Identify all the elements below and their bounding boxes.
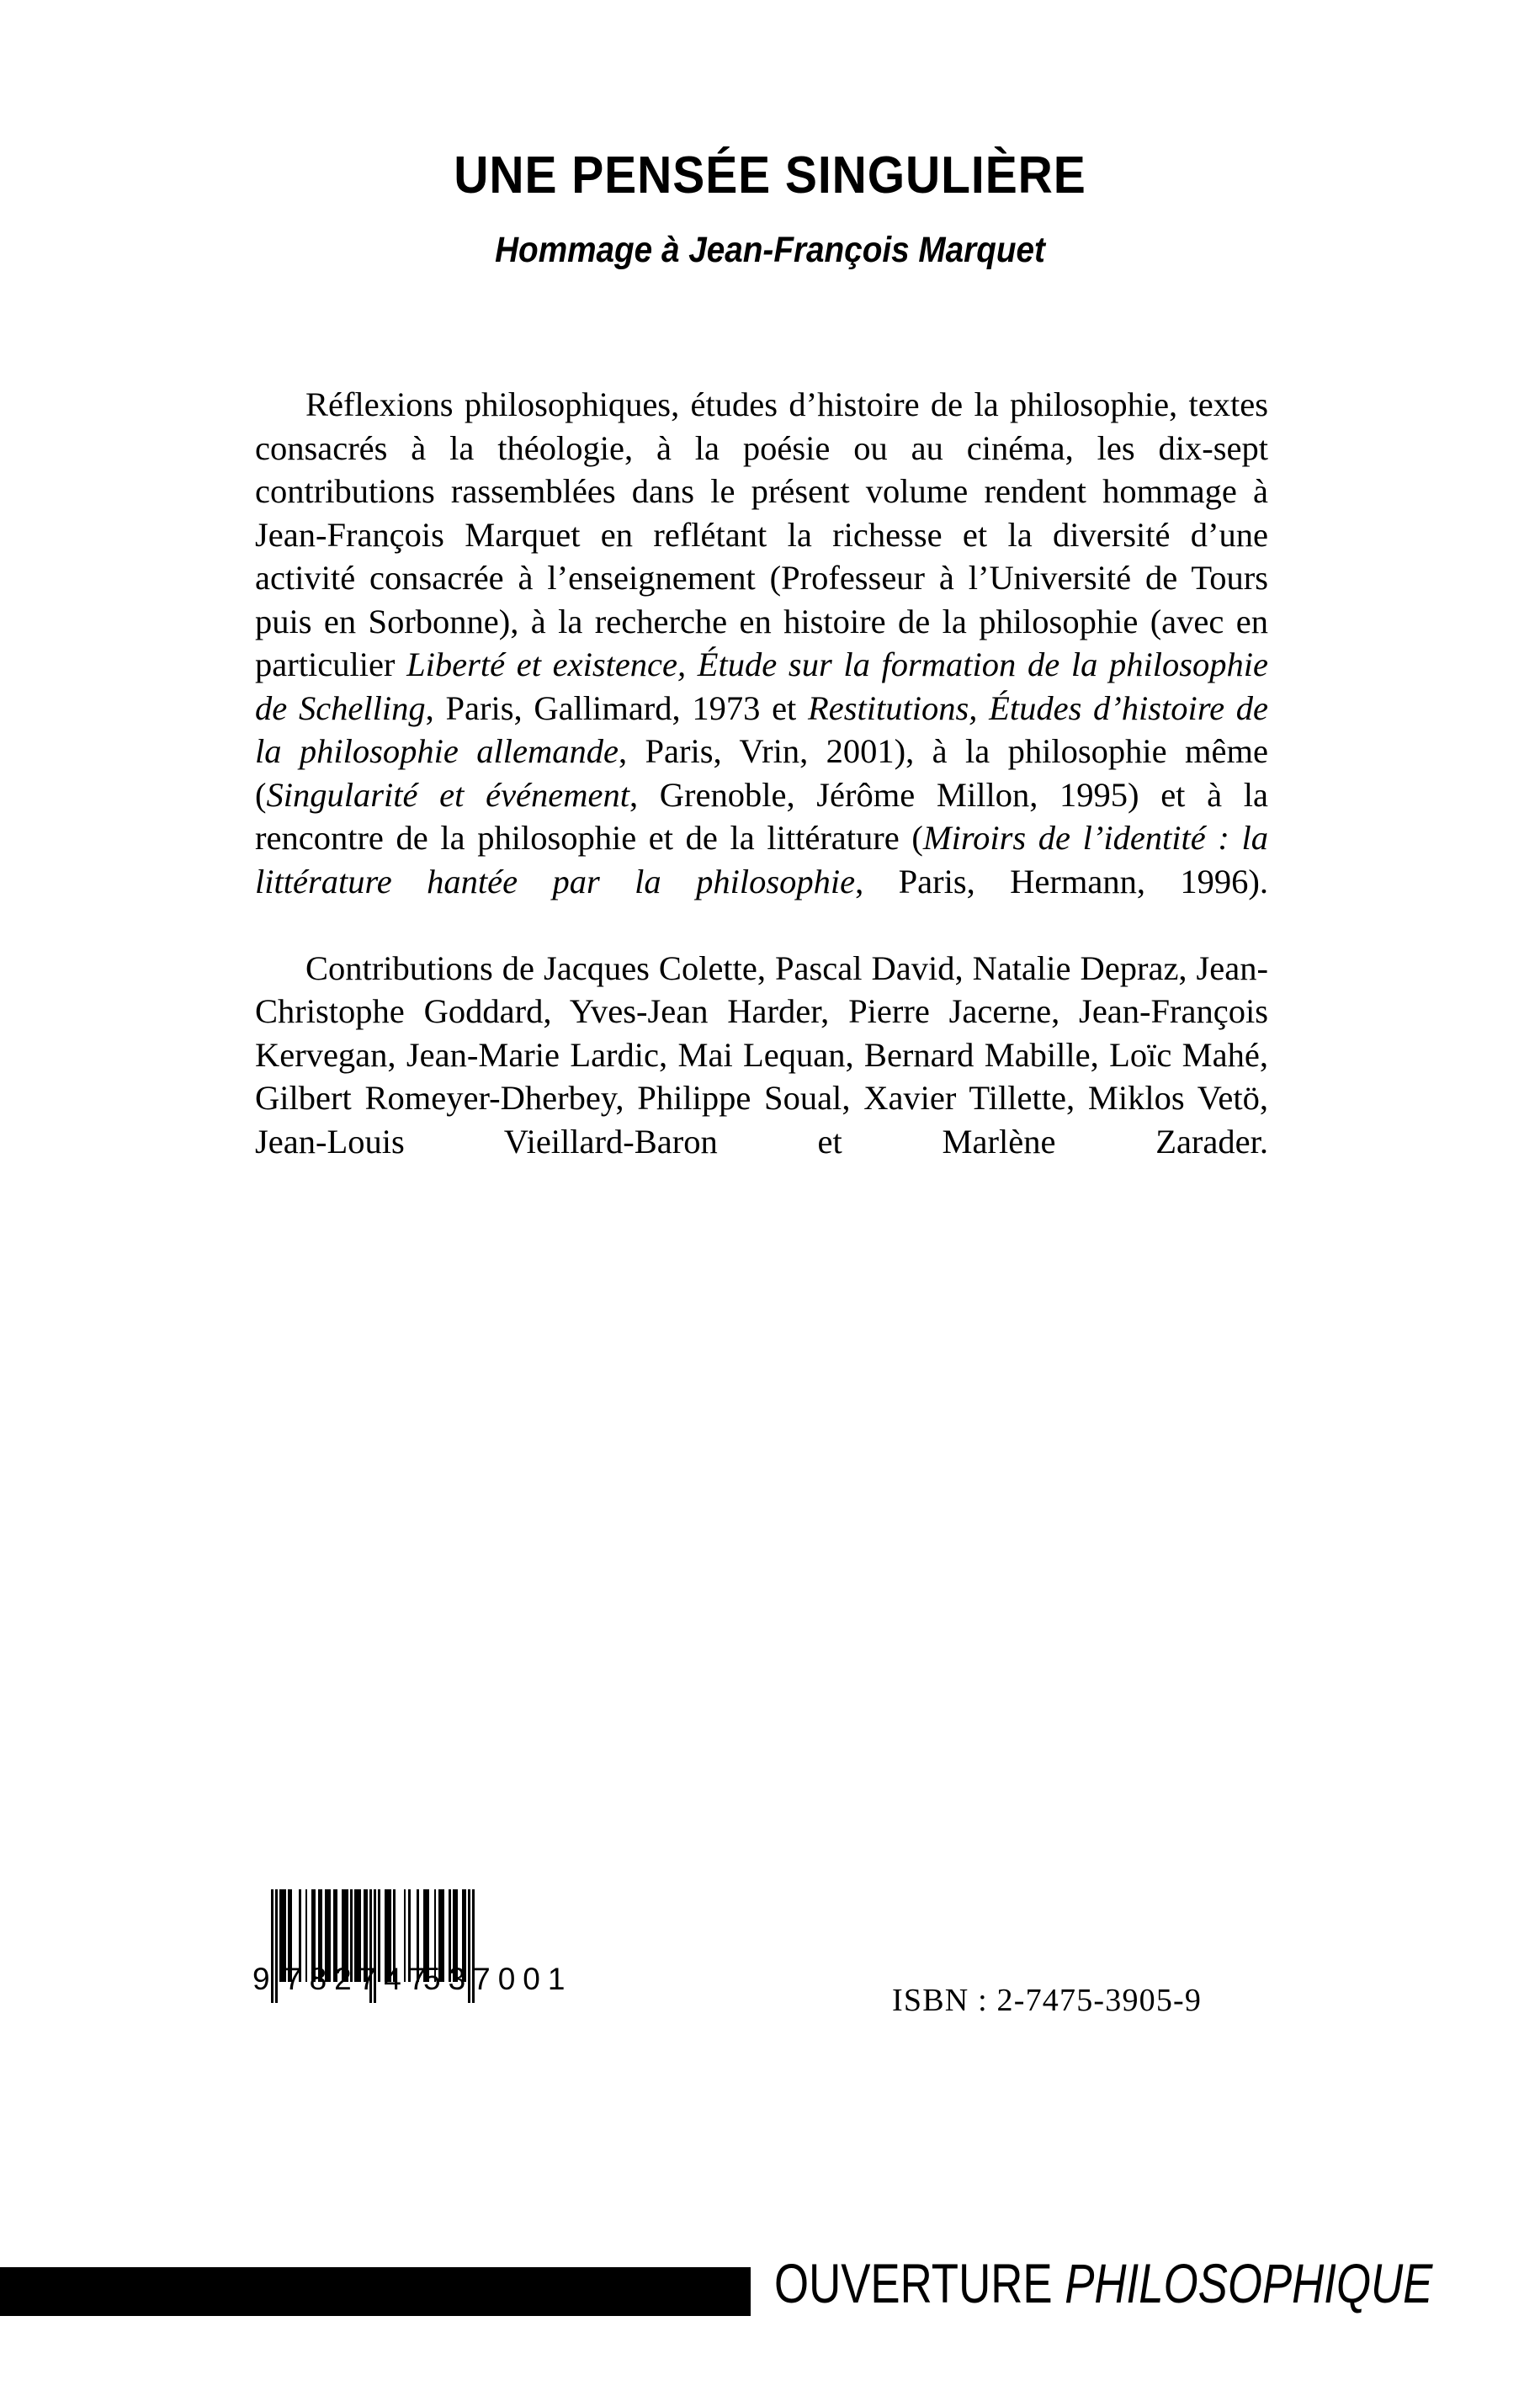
- barcode-lead-digit: 9: [252, 1962, 271, 1996]
- blurb-run-4: , Paris, Vrin, 2001), à la philosophie même (: [255, 732, 1268, 814]
- blurb-run-6: , Grenoble, Jérôme Millon, 1995) et à la rencontre de la philosophie et de la littérature (: [255, 775, 1268, 857]
- barcode: [252, 1889, 589, 1997]
- blurb-run-8: , Paris, Hermann, 1996).: [855, 862, 1268, 900]
- blurb-run-1: Liberté et existence, Étude sur la formation de la philosophie de Schelling: [255, 645, 1268, 727]
- collection-name: [774, 2252, 1433, 2314]
- barcode-right-group: 537001: [423, 1962, 573, 1996]
- isbn-text: ISBN : 2-7475-3905-9: [892, 1983, 1203, 2018]
- blurb-paragraph-contributors: Contributions de Jacques Colette, Pascal David, Natalie Depraz, Jean-Christophe Goddard, Yves-Jean Harder, Pierre Jacerne, Jean-François Kervegan, Jean-Marie Lardic, Mai Lequan, Bernard Mabille, Loïc Mahé, Gilbert Romeyer-Dherbey, Philippe Soual, Xavier Tillette, Miklos Vetö, Jean-Louis Vieillard-Baron et Marlène Zarader.: [255, 948, 1268, 1161]
- collection-banner: [0, 2252, 1540, 2385]
- title-block: [0, 146, 1540, 270]
- blurb-run-7: Miroirs de l’identité : la littérature hantée par la philosophie: [255, 819, 1269, 900]
- blurb-run-3: Restitutions, Études d’histoire de la philosophie allemande: [255, 688, 1268, 770]
- banner-black-bar: [0, 2267, 751, 2316]
- page-subtitle: Hommage à Jean-François Marquet: [495, 230, 1045, 270]
- barcode-digits: [252, 1962, 589, 1997]
- collection-name-word-2: PHILOSOPHIQUE: [1065, 2252, 1433, 2314]
- page-title: UNE PENSÉE SINGULIÈRE: [454, 146, 1086, 205]
- blurb-paragraph-description: [255, 383, 1268, 947]
- blurb-run-5: Singularité et événement: [266, 775, 629, 814]
- blurb-run-2: , Paris, Gallimard, 1973 et: [425, 688, 809, 727]
- barcode-left-group: 782747: [284, 1962, 434, 1996]
- blurb-run-0: Réflexions philosophiques, études d’histoire de la philosophie, textes consacrés à la théologie, à la poésie ou au cinéma, les dix-sept contributions rassemblées dans le présent volume rendent hommage à Jean-François Marquet en reflétant la richesse et la diversité d’une activité consacrée à l’enseignement (Professeur à l’Université de Tours puis en Sorbonne), à la recherche en histoire de la philosophie (avec en particulier: [255, 385, 1268, 683]
- collection-name-word-1: OUVERTURE: [774, 2252, 1065, 2314]
- back-cover-blurb: [255, 383, 1268, 1207]
